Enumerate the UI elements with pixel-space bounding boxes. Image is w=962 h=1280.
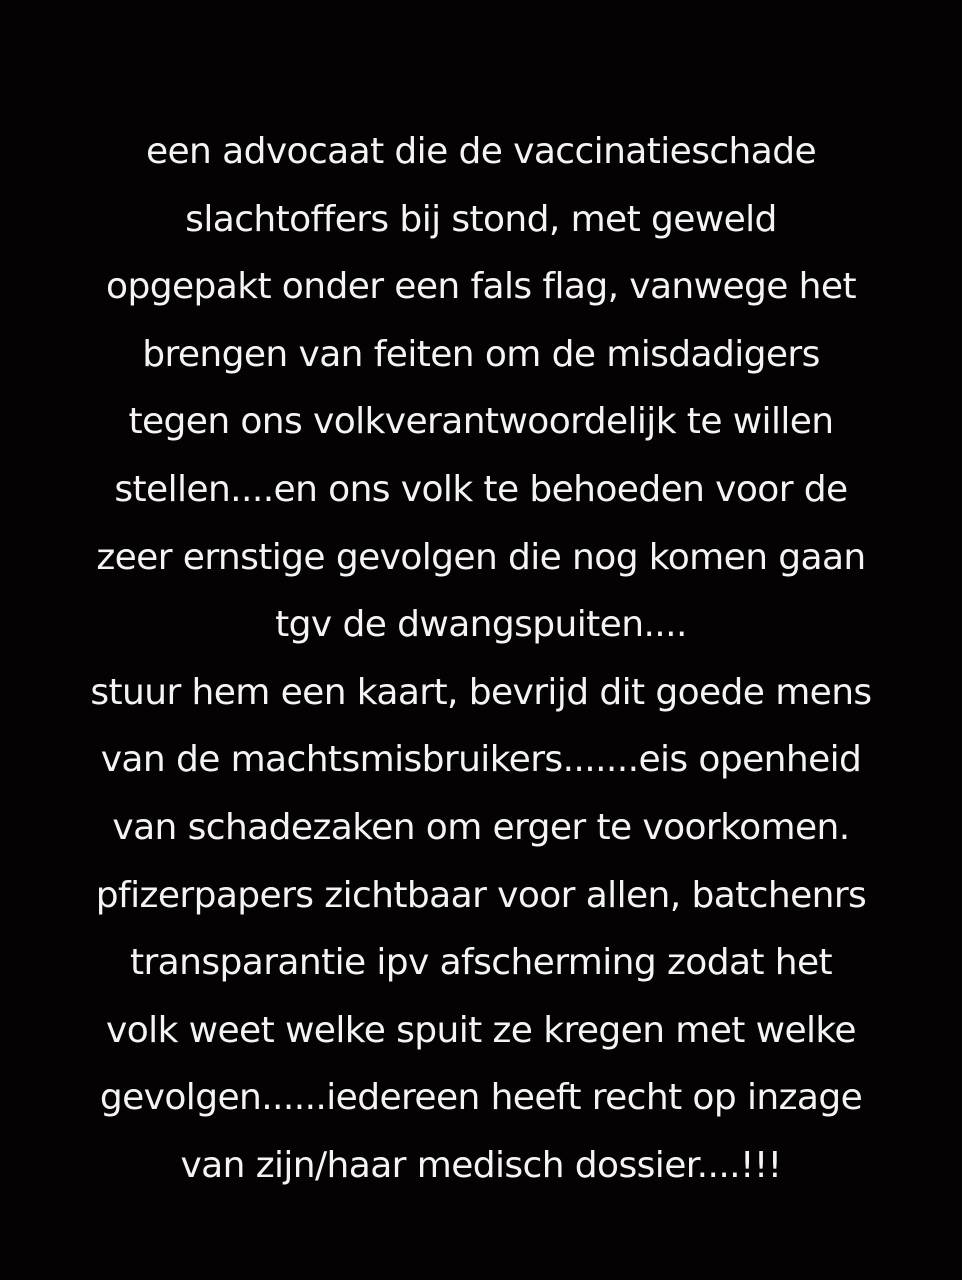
- text-line: een advocaat die de vaccinatieschade: [145, 131, 817, 172]
- text-line: stellen....en ons volk te behoeden voor de: [114, 468, 848, 510]
- text-line: slachtoffers bij stond, met geweld: [185, 198, 777, 240]
- message-text: [0, 118, 962, 1200]
- text-line: gevolgen......iedereen heeft recht op inzage: [99, 1077, 863, 1119]
- text-line: volk weet welke spuit ze kregen met welke: [106, 1009, 856, 1051]
- text-line: tgv de dwangspuiten....: [275, 604, 687, 646]
- text-line: van zijn/haar medisch dossier....!!!: [180, 1144, 782, 1186]
- text-line: van de machtsmisbruikers.......eis openheid: [100, 739, 862, 781]
- text-line: pfizerpapers zichtbaar voor allen, batchenrs: [95, 874, 867, 916]
- text-line: brengen van feiten om de misdadigers: [142, 333, 820, 375]
- text-line: tegen ons volkverantwoordelijk te willen: [128, 401, 834, 443]
- text-line: zeer ernstige gevolgen die nog komen gaan: [96, 536, 866, 578]
- text-line: van schadezaken om erger te voorkomen.: [112, 806, 850, 848]
- text-line: stuur hem een kaart, bevrijd dit goede mens: [90, 671, 872, 713]
- text-line: transparantie ipv afscherming zodat het: [129, 942, 833, 984]
- text-line: opgepakt onder een fals flag, vanwege het: [106, 266, 856, 308]
